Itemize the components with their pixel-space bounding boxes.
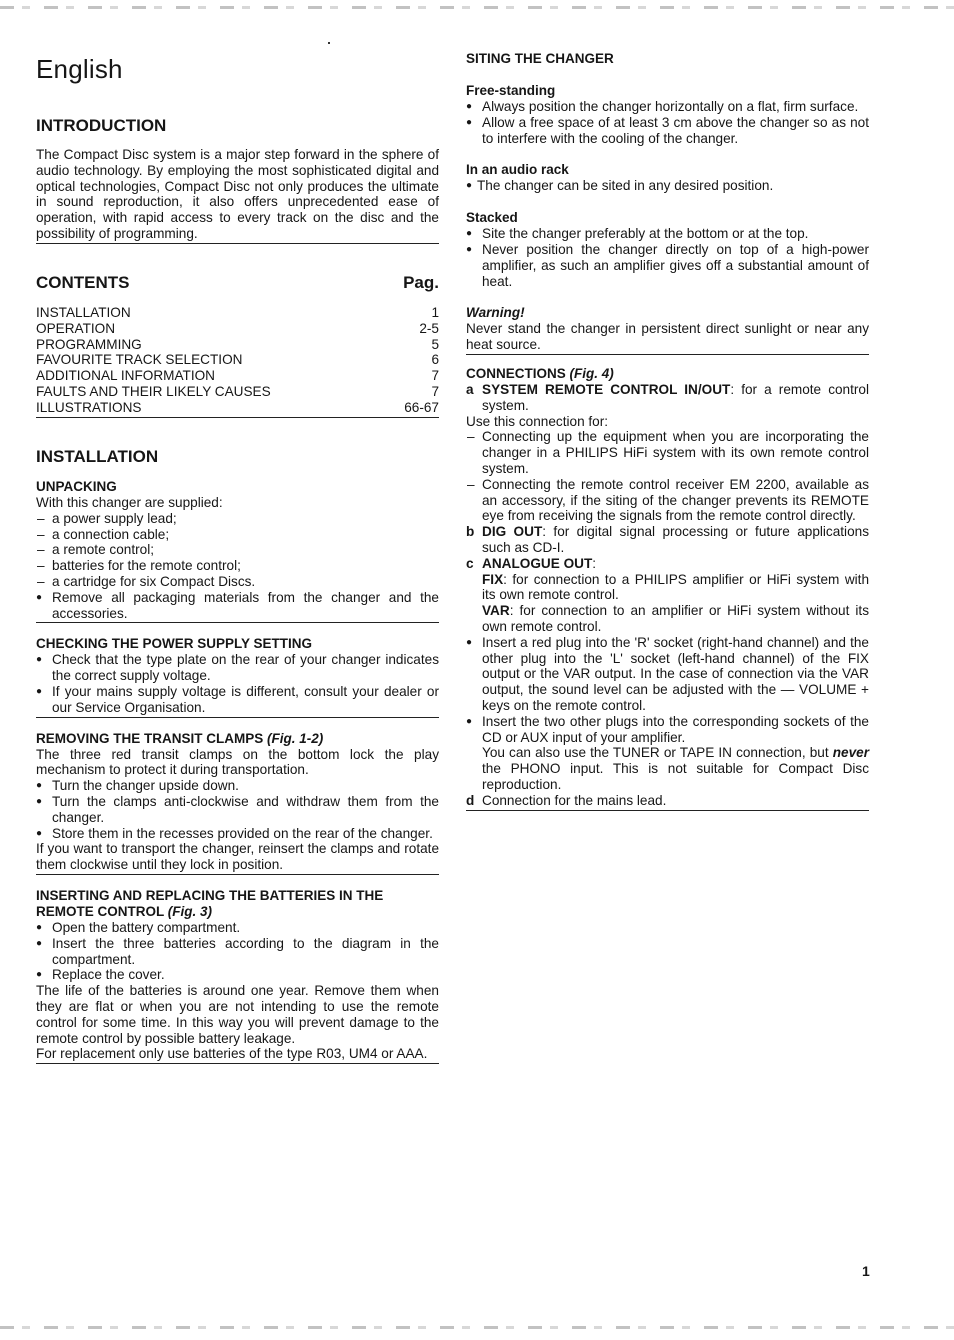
contents-page: 1 xyxy=(431,305,439,320)
contents-heading: CONTENTS xyxy=(36,273,130,292)
list-item: ● Always position the changer horizontally on a flat, firm surface. xyxy=(466,99,869,115)
list-item: – Connecting the remote control receiver EM 2200, available as an accessory, if the siting of the changer prevents its REMOTE eye from receiving the signals from the remote control directly. xyxy=(466,477,869,524)
batteries-body xyxy=(36,920,439,1064)
batteries-text: The life of the batteries is around one year. Remove them when they are flat or when you are not intending to use the remote control for some time. In this way you will prevent damage to the remote control by possible battery leakage. xyxy=(36,983,439,1046)
connections-use-intro: Use this connection for: xyxy=(466,413,609,429)
contents-page: 2-5 xyxy=(419,320,439,336)
free-standing-title: Free-standing xyxy=(466,83,556,98)
installation-heading: INSTALLATION xyxy=(36,447,159,466)
contents-title: ILLUSTRATIONS xyxy=(36,399,142,415)
unpacking-list xyxy=(36,511,439,624)
contents-title: FAVOURITE TRACK SELECTION xyxy=(36,352,243,368)
connections-section xyxy=(466,366,869,811)
contents-title: PROGRAMMING xyxy=(36,336,142,352)
transit-clamps-intro: The three red transit clamps on the bottom lock the play mechanism to protect it during transportation. xyxy=(36,746,439,778)
list-item: ● Never position the changer directly on top of a high-power amplifier, as such an amplifier gives off a substantial amount of heat. xyxy=(466,242,869,289)
contents-page-label: Pag. xyxy=(403,273,439,292)
connection-label: DIG OUT xyxy=(482,524,543,540)
scan-artifact-top xyxy=(0,6,954,9)
figure-reference: (Fig. 3) xyxy=(167,903,213,919)
power-supply-title: CHECKING THE POWER SUPPLY SETTING xyxy=(36,636,313,652)
power-supply-list xyxy=(36,652,439,717)
item-letter: a xyxy=(466,382,474,397)
list-item: ● Remove all packaging materials from the changer and the accessories. xyxy=(36,590,439,622)
unpacking-title: UNPACKING xyxy=(36,479,117,494)
siting-title: SITING THE CHANGER xyxy=(466,51,614,66)
connection-text: : xyxy=(592,555,597,571)
introduction-heading: INTRODUCTION xyxy=(36,116,167,135)
warning-title: Warning! xyxy=(466,305,525,321)
list-item: ● The changer can be sited in any desired position. xyxy=(466,178,869,194)
free-standing-block xyxy=(466,83,869,146)
tuner-note-text: You can also use the TUNER or TAPE IN connection, but xyxy=(482,745,833,761)
unpacking-block xyxy=(36,479,439,623)
output-text: : for connection to a PHILIPS amplifier or HiFi system with its own remote control. xyxy=(482,571,869,603)
batteries-title-text: INSERTING AND REPLACING THE BATTERIES IN THE REMOTE CONTROL xyxy=(36,887,384,919)
list-item: ● If your mains supply voltage is different, consult your dealer or our Service Organisation. xyxy=(36,684,439,716)
figure-reference: (Fig. 1-2) xyxy=(267,730,324,746)
batteries-block xyxy=(36,888,439,1064)
contents-title: INSTALLATION xyxy=(36,305,131,320)
introduction-section xyxy=(36,116,439,244)
connections-list xyxy=(466,382,869,414)
connection-a xyxy=(466,382,869,414)
warning-text: Never stand the changer in persistent direct sunlight or near any heat source. xyxy=(466,321,869,355)
list-item: ● Open the battery compartment. xyxy=(36,920,439,936)
connections-title-text: CONNECTIONS xyxy=(466,366,566,381)
list-item: – batteries for the remote control; xyxy=(36,558,439,574)
contents-row[interactable] xyxy=(36,352,439,368)
contents-page: 5 xyxy=(431,336,439,352)
page-number: 1 xyxy=(862,1263,870,1279)
list-item: – a power supply lead; xyxy=(36,511,439,527)
fix-output xyxy=(466,572,869,604)
contents-section xyxy=(36,273,439,418)
audio-rack-block xyxy=(466,162,869,194)
contents-page: 6 xyxy=(431,352,439,368)
connections-title xyxy=(466,366,869,382)
output-label: VAR xyxy=(482,603,510,619)
item-letter: c xyxy=(466,555,474,571)
batteries-title xyxy=(36,888,439,920)
transit-clamps-title xyxy=(36,731,439,747)
connection-text: Connection for the mains lead. xyxy=(482,792,667,808)
transit-clamps-list xyxy=(36,778,439,841)
contents-page: 7 xyxy=(431,368,439,384)
list-item: ● Replace the cover. xyxy=(36,967,439,983)
list-item: ● Site the changer preferably at the bottom or at the top. xyxy=(466,226,869,242)
list-item: ● Insert a red plug into the 'R' socket (right-hand channel) and the other plug into the 'L' socket (left-hand channel) of the FIX output or the VAR output. In the case of connection via the VAR output, the sound level can be adjusted with the — VOLUME + keys on the remote control. xyxy=(466,635,869,714)
warning-block xyxy=(466,305,869,355)
list-item: ● Insert the three batteries according to the diagram in the compartment. xyxy=(36,936,439,968)
list-item: ● Insert the two other plugs into the corresponding sockets of the CD or AUX input of your amplifier. xyxy=(466,714,869,746)
stacked-block xyxy=(466,210,869,289)
stacked-title: Stacked xyxy=(466,210,518,226)
contents-row[interactable] xyxy=(36,337,439,353)
item-letter: d xyxy=(466,792,475,808)
batteries-list xyxy=(36,920,439,983)
contents-title: ADDITIONAL INFORMATION xyxy=(36,368,215,384)
contents-row[interactable] xyxy=(36,305,439,321)
language-heading: English xyxy=(36,54,123,84)
list-item: – a cartridge for six Compact Discs. xyxy=(36,574,439,590)
transit-clamps-title-text: REMOVING THE TRANSIT CLAMPS xyxy=(36,730,264,746)
tuner-note xyxy=(466,745,869,792)
connection-b xyxy=(466,524,869,556)
list-item: ● Check that the type plate on the rear of your changer indicates the correct supply voltage. xyxy=(36,652,439,684)
figure-reference: (Fig. 4) xyxy=(569,366,614,381)
batteries-note: For replacement only use batteries of the type R03, UM4 or AAA. xyxy=(36,1046,428,1062)
contents-page: 66-67 xyxy=(404,399,439,415)
stacked-list xyxy=(466,226,869,289)
connections-body xyxy=(466,382,869,811)
connection-label: SYSTEM REMOTE CONTROL IN/OUT xyxy=(482,382,731,397)
connection-d xyxy=(466,793,869,809)
item-letter: b xyxy=(466,524,475,540)
contents-title: OPERATION xyxy=(36,320,116,336)
list-item: – a connection cable; xyxy=(36,527,439,543)
contents-title: FAULTS AND THEIR LIKELY CAUSES xyxy=(36,383,271,399)
transit-clamps-outro: If you want to transport the changer, reinsert the clamps and rotate them clockwise until they lock in position. xyxy=(36,841,439,873)
list-item: – Connecting up the equipment when you are incorporating the changer in a PHILIPS HiFi system with its own remote control system. xyxy=(466,429,869,476)
contents-row[interactable] xyxy=(36,368,439,384)
scan-speck xyxy=(328,42,330,44)
contents-row[interactable] xyxy=(36,400,439,416)
contents-header xyxy=(36,273,439,293)
connection-c xyxy=(466,556,869,572)
connection-label: ANALOGUE OUT xyxy=(482,555,593,571)
list-item: ● Store them in the recesses provided on the rear of the changer. xyxy=(36,826,439,842)
output-text: : for connection to an amplifier or HiFi system without its own remote control. xyxy=(482,603,869,634)
connection-text: : for a remote control system. xyxy=(482,382,870,413)
list-item: ● Turn the clamps anti-clockwise and withdraw them from the changer. xyxy=(36,794,439,826)
output-label: FIX xyxy=(482,571,504,587)
contents-list xyxy=(36,305,439,418)
contents-row[interactable] xyxy=(36,321,439,337)
installation-section xyxy=(36,447,439,1064)
list-item: ● Turn the changer upside down. xyxy=(36,778,439,794)
transit-clamps-block xyxy=(36,731,439,875)
scan-artifact-bottom xyxy=(0,1326,954,1329)
unpacking-intro: With this changer are supplied: xyxy=(36,495,223,510)
transit-clamps-body xyxy=(36,747,439,875)
tuner-note-emphasis: never xyxy=(832,745,869,761)
introduction-text: The Compact Disc system is a major step forward in the sphere of audio technology. By employing the most sophisticated digital and optical technologies, Compact Disc not only produces the ultimate in sound reproduction, it also offers unprecedented ease of operation, with rapid access to every track on the disc and the possibility of programming. xyxy=(36,147,439,244)
connections-uses xyxy=(466,429,869,808)
tuner-note-text: the PHONO input. This is not suitable for Compact Disc reproduction. xyxy=(482,761,869,792)
var-output xyxy=(466,603,869,635)
audio-rack-title: In an audio rack xyxy=(466,162,569,178)
siting-section xyxy=(466,51,869,355)
power-supply-block xyxy=(36,636,439,717)
contents-page: 7 xyxy=(431,383,439,399)
contents-row[interactable] xyxy=(36,384,439,400)
audio-rack-list xyxy=(466,178,869,194)
list-item: ● Allow a free space of at least 3 cm above the changer so as not to interfere with the cooling of the changer. xyxy=(466,115,869,147)
connection-text: : for digital signal processing or future applications such as CD-I. xyxy=(482,524,869,555)
list-item: – a remote control; xyxy=(36,542,439,558)
free-standing-list xyxy=(466,99,869,146)
